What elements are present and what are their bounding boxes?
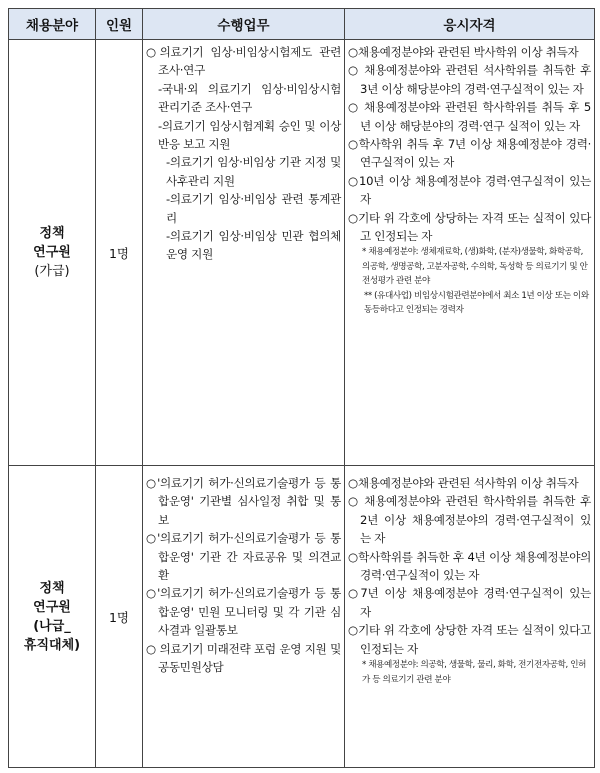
duty-item: ○'의료기기 허가·신의료기술평가 등 통합운영' 기관 간 자료공유 및 의견교환 (146, 531, 341, 583)
qualification-item: ○채용예정분야와 관련된 석사학위 이상 취득자 (348, 476, 579, 490)
field-line: 정책 (39, 226, 65, 241)
qualification-item: ○ 채용예정분야와 관련된 학사학위를 취득 후 5년 이상 해당분야의 경력·연구 실적이 있는 자 (348, 100, 591, 133)
header-count: 인원 (96, 9, 143, 40)
qualification-item: ○학사학위를 취득한 후 4년 이상 채용예정분야의 경력·연구실적이 있는 자 (348, 549, 591, 583)
field-note-secondary: ** (유대사업) 비임상시험관련분야에서 최소 1년 이상 또는 이와 동등하다고 인정되는 경력자 (364, 290, 589, 316)
header-field: 채용분야 (9, 9, 96, 40)
qualifications-cell (345, 40, 595, 466)
qualifications-cell (345, 466, 595, 768)
field-line: 연구원 (33, 245, 71, 260)
duty-item: ○ 의료기기 미래전략 포럼 운영 지원 및 공동민원상담 (146, 641, 341, 675)
qualification-item: ○ 채용예정분야와 관련된 석사학위를 취득한 후 3년 이상 해당분야의 경력·연구실적이 있는 자 (348, 63, 591, 96)
duty-item: -의료기기 임상·비임상 민관 협의체 운영 지원 (166, 229, 341, 262)
count-cell: 1명 (96, 466, 143, 768)
qualification-item: ○10년 이상 채용예정분야 경력·연구실적이 있는 자 (348, 173, 591, 207)
duty-item: -의료기기 임상시험계획 승인 및 이상반응 보고 지원 (158, 118, 341, 152)
field-line: 연구원 (33, 599, 71, 615)
qualification-item: ○기타 위 각호에 상당한 자격 또는 실적이 있다고 인정되는 자 (348, 623, 591, 656)
header-duties: 수행업무 (143, 9, 345, 40)
duty-item: ○'의료기기 허가·신의료기술평가 등 통합운영' 민원 모니터링 및 각 기관 심사결과 일괄통보 (146, 586, 341, 638)
qualification-item: ○학사학위 취득 후 7년 이상 채용예정분야 경력·연구실적이 있는 자 (348, 137, 591, 170)
field-cell (9, 40, 96, 466)
field-line: 휴직대체) (23, 637, 81, 653)
duties-cell (143, 466, 345, 768)
field-line: (가급) (34, 264, 70, 279)
field-line: 정책 (39, 580, 65, 596)
table-row-grade-na (9, 466, 595, 768)
duty-item: -의료기기 임상·비임상 기관 지정 및 사후관리 지원 (166, 155, 341, 188)
header-qualifications: 응시자격 (345, 9, 595, 40)
duties-cell (143, 40, 345, 466)
recruitment-table (8, 8, 595, 768)
duty-item: ○'의료기기 허가·신의료기술평가 등 통합운영' 기관별 심사일정 취합 및 통보 (146, 476, 341, 527)
duty-item: ○의료기기 임상·비임상시험제도 관련 조사·연구 (146, 45, 341, 78)
field-cell (9, 466, 96, 768)
qualification-item: ○7년 이상 채용예정분야 경력·연구실적이 있는 자 (348, 586, 591, 619)
qualification-item: ○채용예정분야와 관련된 박사학위 이상 취득자 (348, 45, 579, 59)
qualification-item: ○ 채용예정분야와 관련된 학사학위를 취득한 후 2년 이상 채용예정분야의 경력·연구실적이 있는 자 (348, 494, 591, 546)
table-row-grade-ga (9, 40, 595, 466)
count-cell: 1명 (96, 40, 143, 466)
field-note: * 채용예정분야: 의공학, 생물학, 물리, 화학, 전기전자공학, 인허가 등 의료기기 관련 분야 (362, 660, 587, 685)
qualification-item: ○기타 위 각호에 상당하는 자격 또는 실적이 있다고 인정되는 자 (348, 210, 591, 244)
header-row (9, 9, 595, 40)
field-line: (나급_ (33, 618, 71, 634)
duty-item: -의료기기 임상·비임상 관련 통계관리 (166, 192, 341, 225)
duty-item: -국내·외 의료기기 임상·비임상시험 관리기준 조사·연구 (158, 81, 341, 115)
field-note: * 채용예정분야: 생체재료학, (생)화학, (분자)생물학, 화학공학, 의공학, 생명공학, 고분자공학, 수의학, 독성학 등 의료기기 및 안전성평가 관련 분야 (362, 247, 588, 287)
